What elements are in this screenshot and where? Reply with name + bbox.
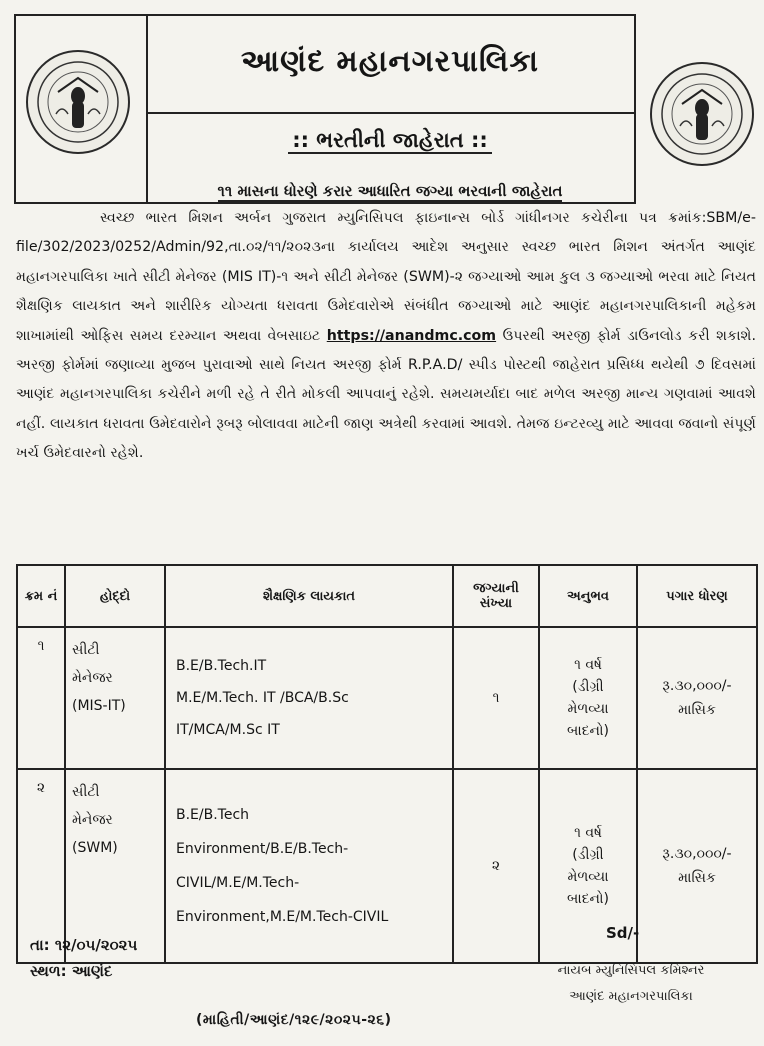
notice-date: તા: ૧૨/૦૫/૨૦૨૫ xyxy=(30,936,138,954)
subheading-text: ૧૧ માસના ધોરણે કરાર આધારિત જગ્યા ભરવાની જાહેરાત xyxy=(217,182,563,200)
post-line: મેનેજર xyxy=(72,670,113,686)
cell-pay-scale xyxy=(637,627,757,769)
body-line: આવશે નહીં. લાયકાત ધરાવતા ઉમેદવારોને રૂબરૂ બોલાવવા માટેની જાણ અત્રેથી કરવામાં આવશે. તેમજ ઇન્ટરવ્યુ xyxy=(16,386,756,432)
cell-qualification xyxy=(165,769,453,963)
cell-experience xyxy=(539,627,637,769)
pay-line: માસિક xyxy=(678,702,716,718)
cell-qualification xyxy=(165,627,453,769)
pay-line: રૂ.૩૦,૦૦૦/- xyxy=(662,678,732,694)
header-experience: અનુભવ xyxy=(539,565,637,627)
header-box xyxy=(14,14,636,204)
body-line: મુજબ પુરાવાઓ સાથે નિયત અરજી ફોર્મ R.P.A.D/ સ્પીડ પોસ્ટથી જાહેરાત પ્રસિધ્ધ થયેથી ૭ દિવસમાં આણંદ xyxy=(16,357,756,403)
qual-line: CIVIL/M.E/M.Tech- xyxy=(176,875,300,891)
notice-place: સ્થળ: આણંદ xyxy=(30,962,113,980)
signatory-title: નાયબ મ્યુનિસિપલ કમિશ્નર xyxy=(557,963,705,978)
header-post: હોદ્દો xyxy=(65,565,165,627)
qual-line: M.E/M.Tech. IT /BCA/B.Sc xyxy=(176,690,349,706)
notice-body xyxy=(16,204,756,469)
cell-post xyxy=(65,627,165,769)
body-line: અથવા વેબસાઇટ xyxy=(223,327,321,344)
cell-serial: ૨ xyxy=(17,769,65,963)
signatory-block xyxy=(520,958,742,1010)
subtitle-text: :: ભરતીની જાહેરાત :: xyxy=(288,128,492,154)
body-line: મહાનગરપાલિકા કચેરીને મળી રહે તે રીતે મોકલી આપવાનું રહેશે. સમયમર્યાદા બાદ મળેલ અરજી માન્ય ગણવામાં xyxy=(60,386,713,403)
body-line: સ્વચ્છ ભારત મિશન અંતર્ગત આણંદ મહાનગરપાલિકા ખાતે સીટી મેનેજર (MIS IT)-૧ અને સીટી મેનેજર xyxy=(16,239,756,285)
post-line: મેનેજર xyxy=(72,812,113,828)
exp-line: બાદનો) xyxy=(567,723,609,739)
signature-mark: Sd/- xyxy=(606,924,640,942)
exp-line: મેળવ્યા xyxy=(567,701,609,717)
cell-vacancies: ૧ xyxy=(453,627,539,769)
body-line: ક્રમાંક:SBM/e-file/302/2023/0252/Admin/92,તા.૦૨/૧૧/૨૦૨૩ના કાર્યાલય આદેશ અનુસાર xyxy=(16,210,757,256)
reference-code: (માહિતી/આણંદ/૧૨૯/૨૦૨૫-૨૬) xyxy=(196,1012,392,1028)
body-line: ઉમેદવારોએ સંબંધીત જગ્યાઓ માટે આણંદ મહાનગરપાલિકાની મહેકમ શાખામાંથી ઓફિસ સમય દરમ્યાન xyxy=(16,298,757,344)
header-pay-scale: પગાર ધોરણ xyxy=(637,565,757,627)
header-serial: ક્રમ નં xyxy=(17,565,65,627)
cell-serial: ૧ xyxy=(17,627,65,769)
post-line: સીટી xyxy=(72,784,100,800)
title-rule xyxy=(146,112,634,114)
signatory-org: આણંદ મહાનગરપાલિકા xyxy=(569,989,693,1004)
cell-vacancies: ૨ xyxy=(453,769,539,963)
body-line: સ્વચ્છ ભારત મિશન અર્બન ગુજરાત મ્યુનિસિપલ ફાઇનાન્સ બોર્ડ ગાંધીનગર કચેરીના પત્ર xyxy=(100,210,657,226)
post-line: (MIS-IT) xyxy=(72,698,126,714)
qual-line: Environment/B.E/B.Tech- xyxy=(176,841,349,857)
table-header-row xyxy=(17,565,757,627)
website-link[interactable]: https://anandmc.com xyxy=(326,327,497,344)
pay-line: રૂ.૩૦,૦૦૦/- xyxy=(662,846,732,862)
qual-line: B.E/B.Tech xyxy=(176,807,250,823)
body-line: (SWM)-૨ જગ્યાઓ આમ કુલ ૩ જગ્યાઓ ભરવા માટે નિયત શૈક્ષણિક લાયકાત અને શારીરિક યોગ્યતા ધરાવતા xyxy=(16,268,756,315)
post-line: (SWM) xyxy=(72,840,118,856)
exp-line: ૧ વર્ષ xyxy=(574,825,602,841)
footer-date-place xyxy=(30,932,137,984)
notice-subtitle xyxy=(146,128,634,153)
exp-line: (ડીગ્રી xyxy=(572,847,604,863)
posts-table xyxy=(16,564,758,964)
body-line: માટે આવવા જવાનો સંપૂર્ણ ખર્ચ ઉમેદવારનો રહેશે. xyxy=(16,415,756,462)
exp-line: મેળવ્યા xyxy=(567,869,609,885)
notice-subheading xyxy=(146,182,634,200)
exp-line: (ડીગ્રી xyxy=(572,679,604,695)
qual-line: Environment,M.E/M.Tech-CIVIL xyxy=(176,909,389,925)
qual-line: B.E/B.Tech.IT xyxy=(176,658,267,674)
header-vacancies: જગ્યાની સંખ્યા xyxy=(453,565,539,627)
exp-line: ૧ વર્ષ xyxy=(574,657,602,673)
post-line: સીટી xyxy=(72,642,100,658)
table-row xyxy=(17,627,757,769)
corporation-seal-right xyxy=(650,62,754,166)
exp-line: બાદનો) xyxy=(567,891,609,907)
header-qualification: શૈક્ષણિક લાયકાત xyxy=(165,565,453,627)
qual-line: IT/MCA/M.Sc IT xyxy=(176,722,280,738)
page-title: આણંદ મહાનગરપાલિકા xyxy=(241,44,539,79)
body-line: ઉપરથી અરજી ફોર્મ ડાઉનલોડ કરી શકાશે. અરજી ફોર્મમાં જણાવ્યા xyxy=(16,327,756,374)
pay-line: માસિક xyxy=(678,870,716,886)
cell-pay-scale xyxy=(637,769,757,963)
